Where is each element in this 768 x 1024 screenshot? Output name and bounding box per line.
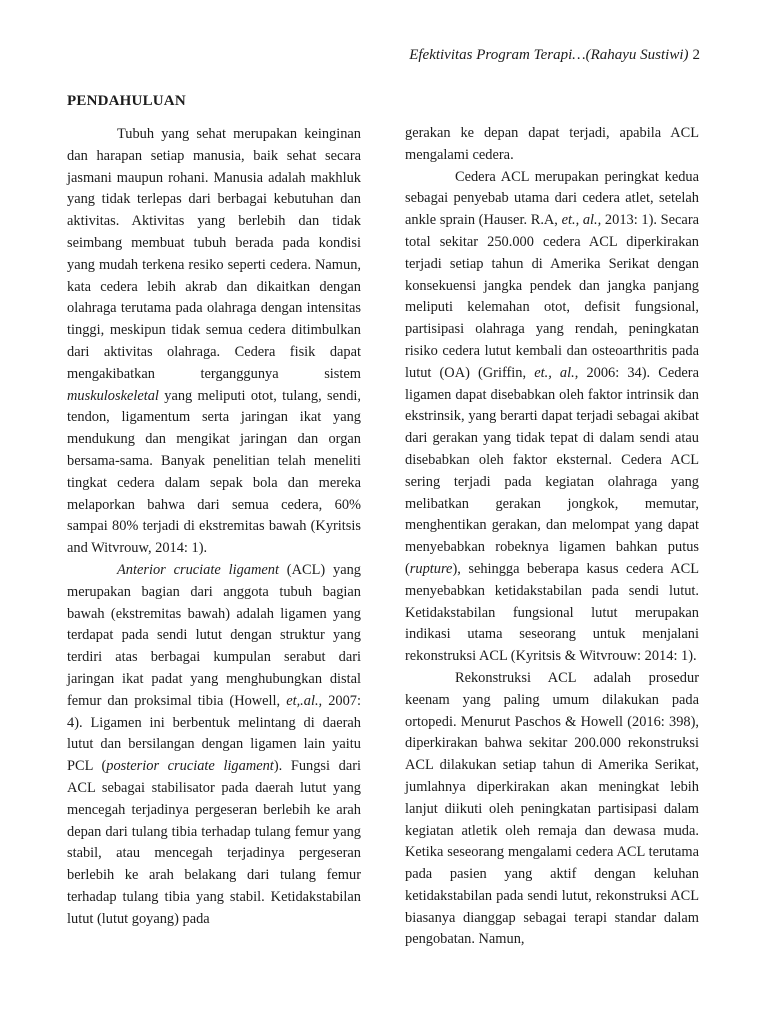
italic-term: et,.al., <box>286 692 323 709</box>
paragraph <box>405 167 699 668</box>
running-title: Efektivitas Program Terapi…(Rahayu Sustiwi) <box>409 47 689 63</box>
text-run: , 2006: 34). Cedera ligamen dapat disebabkan oleh faktor intrinsik dan ekstrinsik, yang berarti dapat terjadi sebagai akibat dari gerakan yang tidak tepat di dalam sendi atau disebabkan oleh faktor eksternal. Cedera ACL sering terjadi pada kegiatan olahraga yang melibatkan gerakan jongkok, memutar, menghentikan gerakan, dan melompat yang dapat menyebabkan robeknya ligamen bahkan putus ( <box>405 364 699 577</box>
text-run: 2007: 4). Ligamen ini berbentuk melintang di daerah lutut dan bersilangan dengan ligamen lain yaitu PCL ( <box>67 692 361 775</box>
italic-term: posterior cruciate ligament <box>106 758 274 775</box>
right-column <box>405 123 699 951</box>
running-header <box>409 47 700 64</box>
paragraph <box>67 560 361 931</box>
paragraph: Rekonstruksi ACL adalah prosedur keenam yang paling umum dilakukan pada ortopedi. Menurut Paschos & Howell (2016: 398), diperkirakan bahwa sekitar 200.000 rekonstruksi ACL dilakukan setiap tahun di Amerika Serikat, jumlahnya diperkirakan akan meningkat lebih lanjut diikuti oleh peningkatan partisipasi dalam kegiatan atletik oleh remaja dan dewasa muda. Ketika seseorang mengalami cedera ACL terutama pada pasien yang aktif dengan keluhan ketidakstabilan pada sendi lutut, rekonstruksi ACL biasanya dianggap sebagai terapi standar dalam pengobatan. Namun, <box>405 669 699 948</box>
page-number: 2 <box>692 47 700 63</box>
text-run: Cedera ACL merupakan peringkat kedua sebagai penyebab utama dari cedera atlet, setelah ankle sprain (Hauser. R.A, <box>405 168 699 229</box>
italic-term: Anterior cruciate ligament <box>117 561 279 578</box>
text-run: ). Fungsi dari ACL sebagai stabilisator pada daerah lutut yang mencegah terjadinya pergeseran berlebih ke arah depan dari tulang tibia terhadap tulang femur yang stabil, atau mencegah terjadinya pergeseran berlebih ke arah belakang dari tulang femur terhadap tulang tibia yang stabil. Ketidakstabilan lutut (lutut goyang) pada <box>67 758 362 927</box>
paragraph <box>67 124 361 560</box>
left-column <box>67 124 361 930</box>
italic-term: rupture <box>409 560 453 577</box>
italic-term: et., al. <box>534 364 575 381</box>
text-run: 2013: 1). Secara total sekitar 250.000 cedera ACL diperkirakan terjadi setiap tahun di Amerika Serikat dengan konsekuensi jangka pendek dan jangka panjang meliputi kelemahan otot, defisit fungsional, partisipasi olahraga yang rendah, peningkatan risiko cedera lutut kembali dan osteoarthritis pada lutut (OA) (Griffin, <box>405 212 699 381</box>
italic-term: muskuloskeletal <box>67 387 159 404</box>
section-title: PENDAHULUAN <box>67 93 186 109</box>
text-run: ), sehingga beberapa kasus cedera ACL menyebabkan ketidakstabilan pada sendi lutut. Ketidakstabilan fungsional lutut merupakan indikasi utama seseorang untuk menjalani rekonstruksi ACL (Kyritsis & Witvrouw: 2014: 1). <box>405 560 699 665</box>
paragraph: gerakan ke depan dapat terjadi, apabila ACL mengalami cedera. <box>405 125 699 163</box>
text-run: yang meliputi otot, tulang, sendi, tendon, ligamentum serta jaringan ikat yang mendukung dan mengikat jaringan dan organ bersama-sama. Banyak penelitian telah meneliti tingkat cedera dalam sepak bola dan mereka melaporkan bahwa dari semua cedera, 60% sampai 80% terjadi di ekstremitas bawah (Kyritsis and Witvrouw, 2014: 1). <box>67 387 361 557</box>
text-run: (ACL) yang merupakan bagian dari anggota tubuh bagian bawah (ekstremitas bawah) adalah ligamen yang terdapat pada sendi lutut dengan struktur yang terdiri atas berbagai kumpulan serabut dari jaringan ikat padat yang menghubungkan distal femur dan proksimal tibia (Howell, <box>67 561 361 709</box>
italic-term: et., al., <box>561 212 602 229</box>
text-run: Tubuh yang sehat merupakan keinginan dan harapan setiap manusia, baik sehat secara jasmani maupun rohani. Manusia adalah makhluk yang tidak terlepas dari berbagai kebutuhan dan aktivitas. Aktivitas yang berlebih dan tidak seimbang membuat tubuh berada pada kondisi yang mudah terkena resiko seperti cedera. Namun, kata cedera lebih akrab dan dikaitkan dengan olahraga terutama pada olahraga dengan intensitas tinggi, meskipun tidak semua cedera ditimbulkan dari aktivitas olahraga. Cedera fisik dapat mengakibatkan terganggunya sistem <box>67 126 361 382</box>
